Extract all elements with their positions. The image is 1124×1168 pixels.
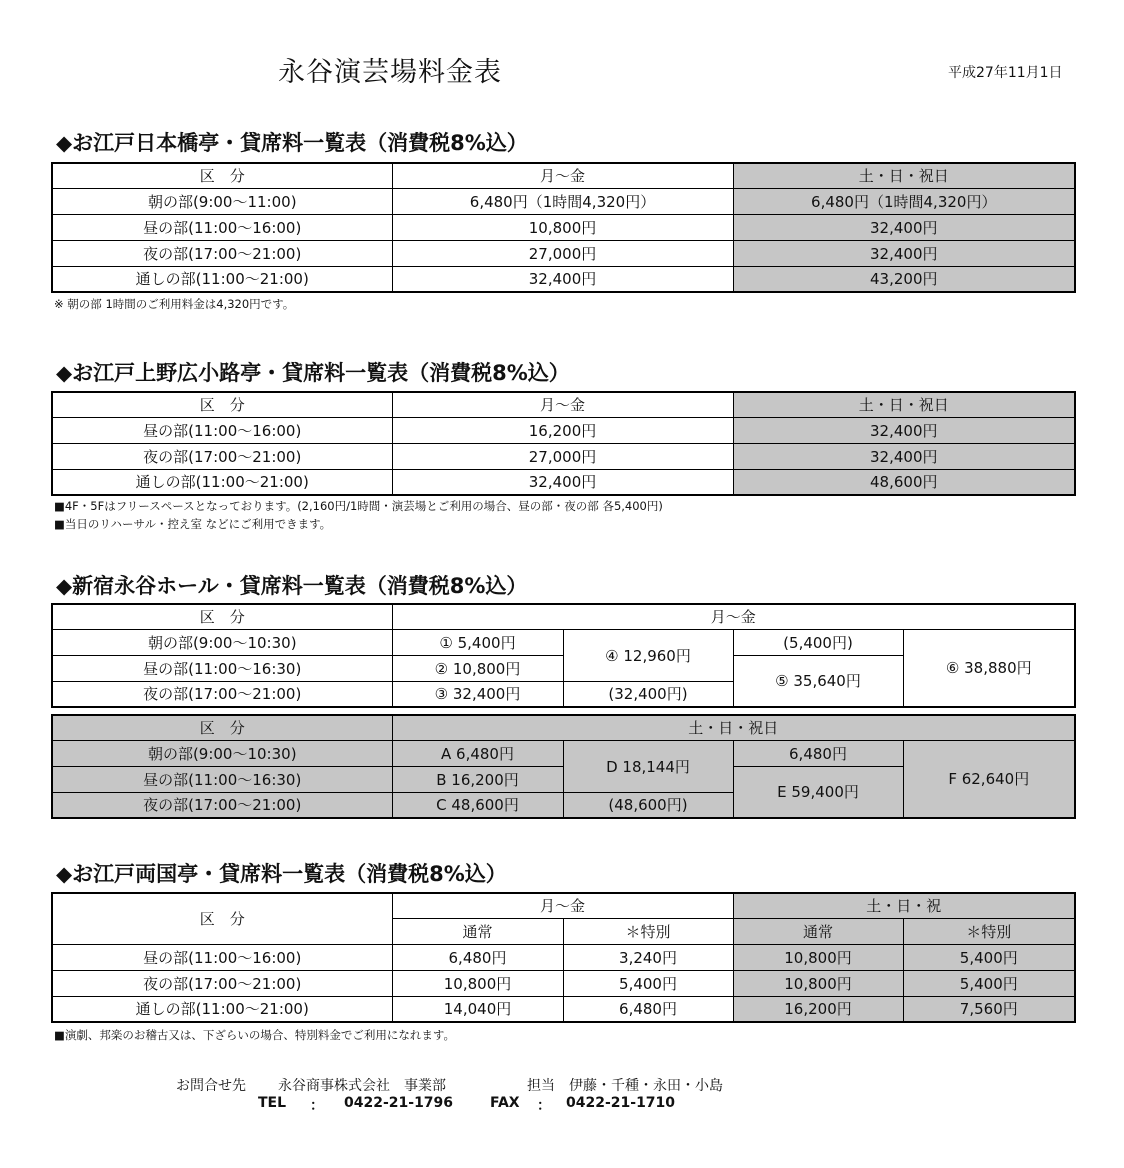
table-row (52, 970, 1075, 996)
holiday-price: 48,600円 (733, 469, 1075, 495)
subheader-normal: 通常 (733, 918, 903, 944)
header-weekday: 月～金 (392, 163, 733, 188)
weekday-price: 32,400円 (392, 266, 733, 292)
price-cell: B 16,200円 (392, 766, 563, 792)
tel-label: TEL (258, 1095, 287, 1111)
price-cell: 5,400円 (903, 944, 1075, 970)
row-label: 昼の部(11:00～16:00) (52, 417, 392, 443)
price-cell: A 6,480円 (392, 740, 563, 766)
table-header-row (52, 715, 1075, 740)
price-cell: (48,600円) (563, 792, 733, 818)
header-category: 区 分 (52, 604, 392, 629)
table-row (52, 740, 1075, 766)
table-row (52, 443, 1075, 469)
row-label: 夜の部(17:00～21:00) (52, 240, 392, 266)
fax-label: FAX (490, 1095, 520, 1111)
nihonbashi-table (51, 162, 1076, 293)
ueno-table (51, 391, 1076, 496)
tel-number: 0422-21-1796 (344, 1095, 454, 1111)
price-cell: ③ 32,400円 (392, 681, 563, 707)
header-holiday: 土・日・祝日 (392, 715, 1075, 740)
ueno-note-2: ■当日のリハーサル・控え室 などにご利用できます。 (54, 517, 332, 531)
holiday-price: 32,400円 (733, 240, 1075, 266)
price-cell: 6,480円 (733, 740, 903, 766)
table-row (52, 629, 1075, 655)
row-label: 昼の部(11:00～16:00) (52, 944, 392, 970)
ryogoku-table (51, 892, 1076, 1023)
weekday-price: 6,480円（1時間4,320円） (392, 188, 733, 214)
ueno-note-1: ■4F・5Fはフリースペースとなっております。(2,160円/1時間・演芸場とご利用の場合、昼の部・夜の部 各5,400円) (54, 499, 663, 513)
header-weekday: 月～金 (392, 604, 1075, 629)
header-weekday: 月～金 (392, 893, 733, 918)
price-cell: (32,400円) (563, 681, 733, 707)
ryogoku-heading: ◆お江戸両国亭・貸席料一覧表（消費税8%込） (56, 862, 507, 886)
table-row (52, 240, 1075, 266)
fax-number: 0422-21-1710 (566, 1095, 676, 1111)
table-row (52, 469, 1075, 495)
price-cell: 5,400円 (563, 970, 733, 996)
price-cell: 14,040円 (392, 996, 563, 1022)
row-label: 通しの部(11:00～21:00) (52, 996, 392, 1022)
price-cell: 7,560円 (903, 996, 1075, 1022)
price-cell: E 59,400円 (733, 766, 903, 818)
row-label: 夜の部(17:00～21:00) (52, 792, 392, 818)
ryogoku-note: ■演劇、邦楽のお稽古又は、下ざらいの場合、特別料金でご利用になれます。 (54, 1028, 455, 1042)
subheader-special: ＊特別 (903, 918, 1075, 944)
page-title: 永谷演芸場料金表 (278, 57, 502, 88)
price-cell: 3,240円 (563, 944, 733, 970)
nihonbashi-heading: ◆お江戸日本橋亭・貸席料一覧表（消費税8%込） (56, 131, 528, 155)
price-cell: ② 10,800円 (392, 655, 563, 681)
price-cell: D 18,144円 (563, 740, 733, 792)
header-category: 区 分 (52, 893, 392, 944)
row-label: 朝の部(9:00～11:00) (52, 188, 392, 214)
price-cell: 10,800円 (733, 970, 903, 996)
price-cell: F 62,640円 (903, 740, 1075, 818)
header-holiday: 土・日・祝日 (733, 163, 1075, 188)
row-label: 通しの部(11:00～21:00) (52, 469, 392, 495)
price-cell: 10,800円 (392, 970, 563, 996)
price-cell: (5,400円) (733, 629, 903, 655)
table-row (52, 417, 1075, 443)
header-holiday: 土・日・祝 (733, 893, 1075, 918)
weekday-price: 32,400円 (392, 469, 733, 495)
price-cell: C 48,600円 (392, 792, 563, 818)
holiday-price: 32,400円 (733, 417, 1075, 443)
header-category: 区 分 (52, 392, 392, 417)
table-row (52, 996, 1075, 1022)
price-cell: 5,400円 (903, 970, 1075, 996)
weekday-price: 10,800円 (392, 214, 733, 240)
price-cell: ⑥ 38,880円 (903, 629, 1075, 707)
price-cell: ⑤ 35,640円 (733, 655, 903, 707)
price-cell: 10,800円 (733, 944, 903, 970)
table-header-row (52, 163, 1075, 188)
price-cell: 6,480円 (392, 944, 563, 970)
fax-separator: ： (537, 1098, 551, 1114)
weekday-price: 16,200円 (392, 417, 733, 443)
row-label: 朝の部(9:00～10:30) (52, 629, 392, 655)
row-label: 昼の部(11:00～16:30) (52, 766, 392, 792)
contact-label: お問合せ先 (176, 1078, 246, 1094)
shinjuku-heading: ◆新宿永谷ホール・貸席料一覧表（消費税8%込） (56, 574, 528, 598)
row-label: 夜の部(17:00～21:00) (52, 681, 392, 707)
table-row (52, 188, 1075, 214)
weekday-price: 27,000円 (392, 240, 733, 266)
subheader-special: ＊特別 (563, 918, 733, 944)
row-label: 朝の部(9:00～10:30) (52, 740, 392, 766)
weekday-price: 27,000円 (392, 443, 733, 469)
holiday-price: 32,400円 (733, 214, 1075, 240)
row-label: 夜の部(17:00～21:00) (52, 443, 392, 469)
table-row (52, 214, 1075, 240)
contact-staff: 担当 伊藤・千種・永田・小島 (527, 1078, 723, 1094)
table-row (52, 266, 1075, 292)
nihonbashi-note: ※ 朝の部 1時間のご利用料金は4,320円です。 (54, 297, 295, 311)
row-label: 通しの部(11:00～21:00) (52, 266, 392, 292)
shinjuku-weekday-table (51, 603, 1076, 708)
row-label: 昼の部(11:00～16:30) (52, 655, 392, 681)
header-holiday: 土・日・祝日 (733, 392, 1075, 417)
table-row (52, 944, 1075, 970)
shinjuku-holiday-table (51, 714, 1076, 819)
holiday-price: 43,200円 (733, 266, 1075, 292)
header-category: 区 分 (52, 163, 392, 188)
price-cell: ① 5,400円 (392, 629, 563, 655)
table-header-row (52, 392, 1075, 417)
row-label: 夜の部(17:00～21:00) (52, 970, 392, 996)
table-header-row (52, 893, 1075, 918)
issue-date: 平成27年11月1日 (948, 65, 1063, 81)
row-label: 昼の部(11:00～16:00) (52, 214, 392, 240)
holiday-price: 32,400円 (733, 443, 1075, 469)
header-category: 区 分 (52, 715, 392, 740)
table-header-row (52, 604, 1075, 629)
holiday-price: 6,480円（1時間4,320円） (733, 188, 1075, 214)
subheader-normal: 通常 (392, 918, 563, 944)
contact-company: 永谷商事株式会社 事業部 (278, 1078, 446, 1094)
header-weekday: 月～金 (392, 392, 733, 417)
tel-separator: ： (310, 1098, 324, 1114)
ueno-heading: ◆お江戸上野広小路亭・貸席料一覧表（消費税8%込） (56, 361, 570, 385)
price-cell: 6,480円 (563, 996, 733, 1022)
price-cell: 16,200円 (733, 996, 903, 1022)
price-cell: ④ 12,960円 (563, 629, 733, 681)
